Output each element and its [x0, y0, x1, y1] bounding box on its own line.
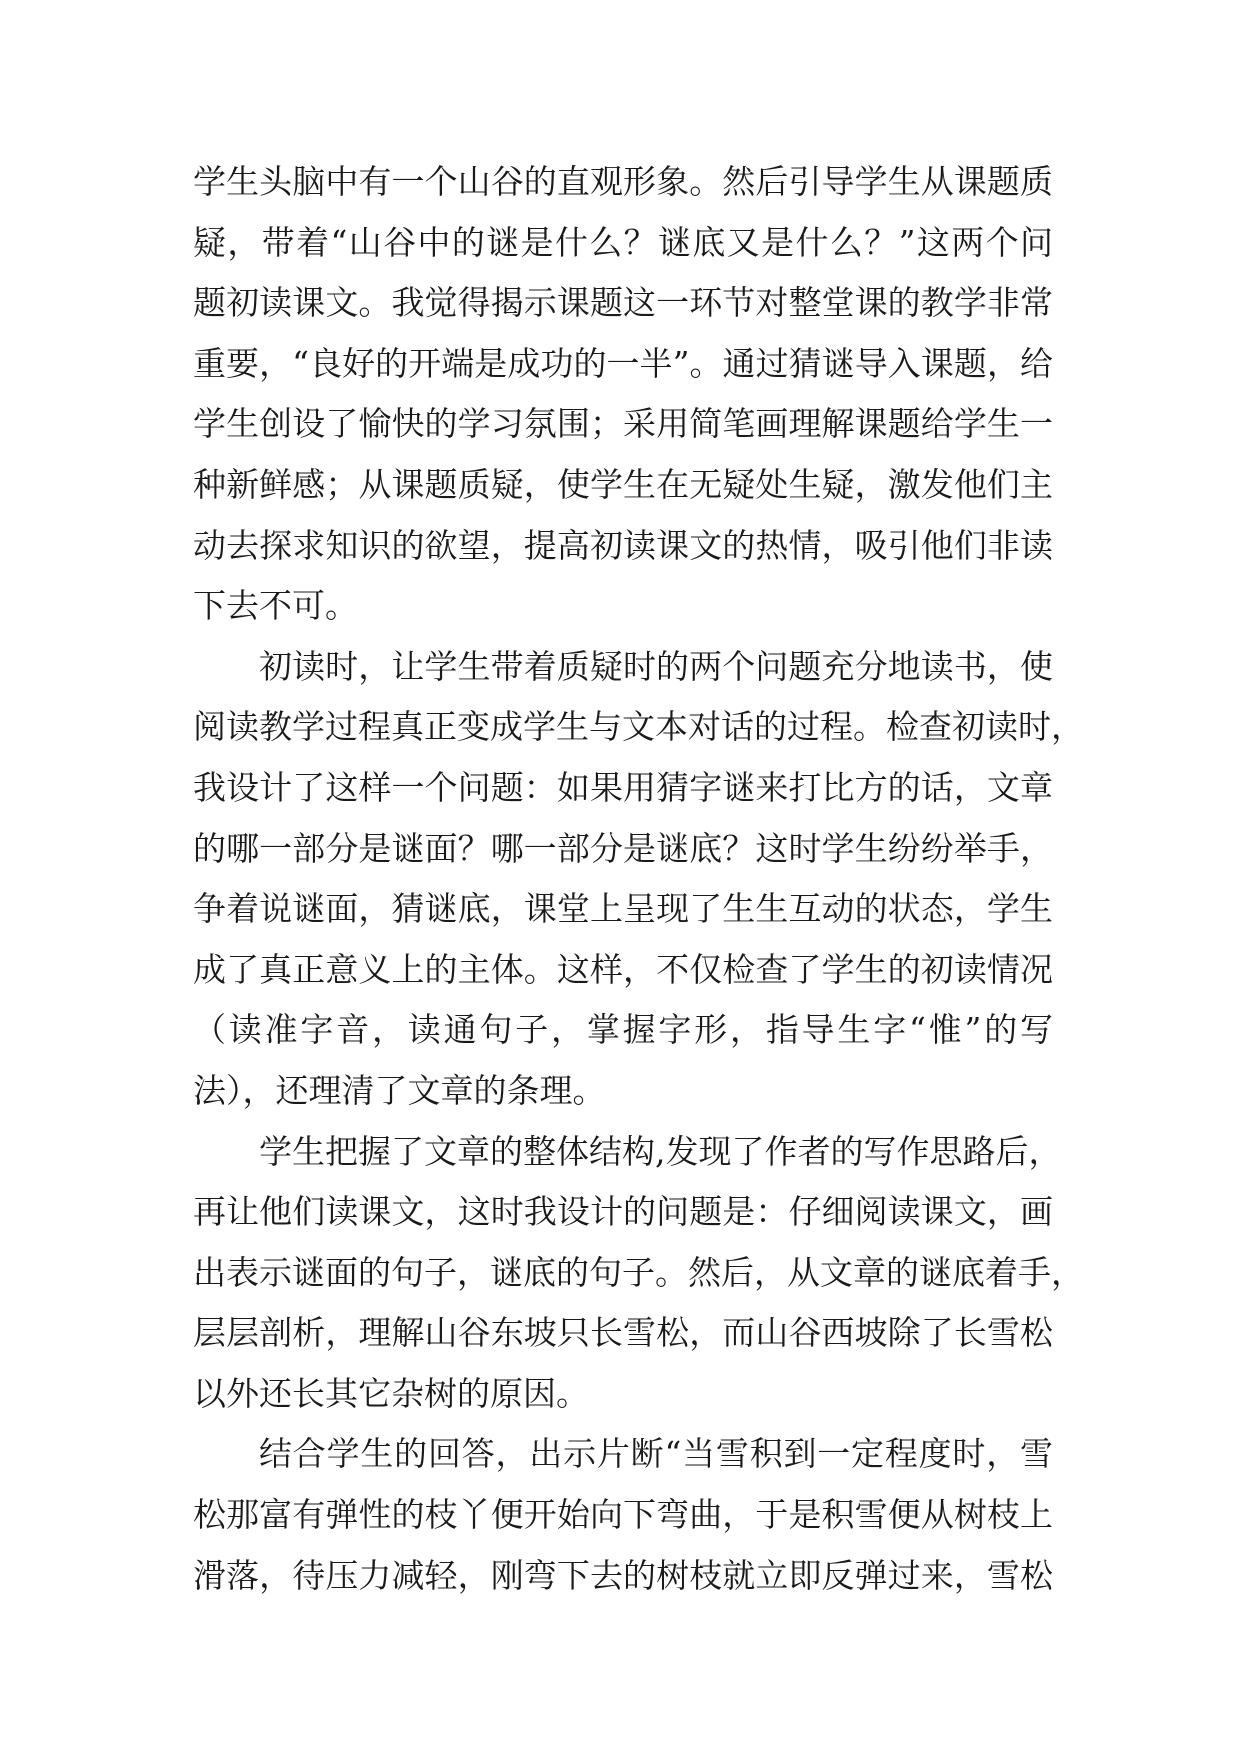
- text-line: 学生头脑中有一个山谷的直观形象。然后引导学生从课题质: [193, 162, 1053, 201]
- paragraph: [193, 1122, 1084, 1425]
- text-line: 层层剖析，理解山谷东坡只长雪松，而山谷西坡除了长雪松: [193, 1313, 1053, 1353]
- paragraph: [193, 152, 1053, 637]
- text-line: 种新鲜感；从课题质疑，使学生在无疑处生疑，激发他们主: [193, 464, 1053, 504]
- text-line: 学生创设了愉快的学习氛围；采用简笔画理解课题给学生一: [193, 404, 1053, 444]
- body-text: [193, 152, 1084, 1606]
- text-line: 下去不可。: [193, 586, 358, 626]
- text-line: 滑落，待压力减轻，刚弯下去的树枝就立即反弹过来，雪松: [193, 1555, 1053, 1595]
- text-line: 初读时，让学生带着质疑时的两个问题充分地读书，使: [259, 646, 1053, 686]
- text-line: 出表示谜面的句子，谜底的句子。然后，从文章的谜底着手，: [193, 1252, 1084, 1292]
- text-line: 疑，带着“山谷中的谜是什么？谜底又是什么？”这两个问: [193, 222, 1053, 262]
- text-line: 结合学生的回答，出示片断“当雪积到一定程度时，雪: [259, 1434, 1053, 1474]
- text-line: 我设计了这样一个问题：如果用猜字谜来打比方的话，文章: [193, 767, 1053, 807]
- text-line: 松那富有弹性的枝丫便开始向下弯曲，于是积雪便从树枝上: [193, 1495, 1053, 1535]
- text-line: 争着说谜面，猜谜底，课堂上呈现了生生互动的状态，学生: [193, 889, 1053, 929]
- text-line: 重要，“良好的开端是成功的一半”。通过猜谜导入课题，给: [193, 343, 1053, 383]
- text-line: 法），还理清了文章的条理。: [193, 1070, 606, 1110]
- text-line: 阅读教学过程真正变成学生与文本对话的过程。检查初读时，: [193, 707, 1084, 747]
- text-line: 动去探求知识的欲望，提高初读课文的热情，吸引他们非读: [193, 525, 1053, 565]
- text-line: 学生把握了文章的整体结构,发现了作者的写作思路后，: [259, 1131, 1062, 1171]
- text-line: 再让他们读课文，这时我设计的问题是：仔细阅读课文，画: [193, 1192, 1053, 1232]
- text-line: 题初读课文。我觉得揭示课题这一环节对整堂课的教学非常: [193, 283, 1053, 323]
- text-line: 以外还长其它杂树的原因。: [193, 1373, 589, 1413]
- paragraph: [193, 637, 1084, 1122]
- paragraph: [193, 1424, 1053, 1606]
- text-line: 成了真正意义上的主体。这样，不仅检查了学生的初读情况: [193, 949, 1053, 989]
- text-line: 的哪一部分是谜面？哪一部分是谜底？这时学生纷纷举手，: [193, 828, 1053, 868]
- text-line: （读准字音，读通句子，掌握字形，指导生字“惟”的写: [193, 1010, 1053, 1050]
